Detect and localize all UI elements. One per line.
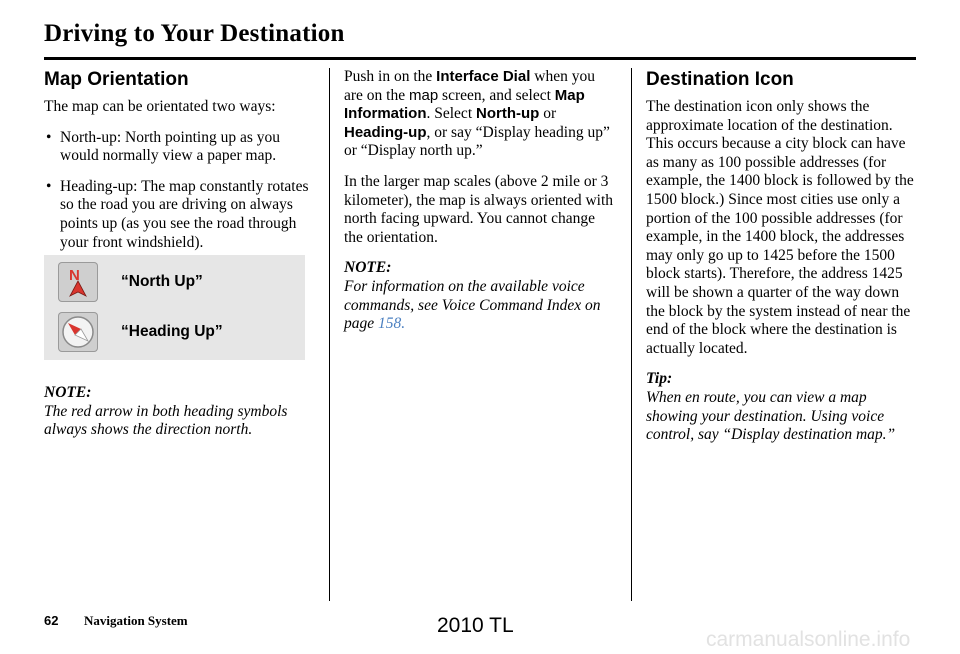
orientation-list [44,129,314,253]
heading-up-row [58,312,223,352]
north-up-label: “North Up” [121,273,203,290]
page-number: 62 [44,613,59,628]
page-link[interactable]: 158 [378,315,402,333]
heading-up-label: “Heading Up” [121,323,223,340]
footer-title: Navigation System [84,613,188,628]
section-heading: Map Orientation [44,69,189,90]
instruction-paragraph: Push in on the Interface Dial when you are on the map screen, and select Map Information. Select North-up or Heading-up, or say “Display heading up” or “Display north up.” [344,68,610,160]
note-label: NOTE: [44,384,92,401]
north-up-icon [58,262,98,302]
list-item: • North-up: North pointing up as you would normally view a paper map. [46,128,280,165]
section-heading: Destination Icon [646,69,794,90]
column-orientation-instructions [344,68,614,334]
note-text: The red arrow in both heading symbols always shows the direction north. [44,402,288,439]
note-text: For information on the available voice commands, see Voice Command Index on page 158. [344,277,601,333]
page-header-title: Driving to Your Destination [44,20,345,47]
scale-paragraph: In the larger map scales (above 2 mile or 3 kilometer), the map is always oriented with north facing upward. You cannot change the orientation. [344,172,614,246]
heading-up-icon [58,312,98,352]
bullet-dot: • [46,177,52,195]
intro-text: The map can be orientated two ways: [44,98,276,115]
column-destination-icon [646,68,921,445]
heading-icons-panel [44,255,305,360]
site-watermark: carmanualsonline.info [706,628,911,651]
column-map-orientation [44,68,314,264]
list-item: • Heading-up: The map constantly rotates so the road you are driving on always points up (as you see the road through your front windshield). [46,177,309,251]
destination-paragraph: The destination icon only shows the approximate location of the destination. This occurs because a city block can have as many as 100 possible addresses (for example, the 1400 block is followed by the 1500 block.) Since most cities use only a portion of the 100 possible addresses (for example, in the 1400 block, the addresses may only go up to 1425 before the 1500 block starts). Therefore, the address 1425 will be shown a quarter of the way down the block by the system instead of near the end of the block where the destination is actually located. [646,98,914,357]
column-divider [631,68,632,601]
model-watermark: 2010 TL [437,614,514,637]
bullet-dot: • [46,128,52,146]
note-block [44,384,314,440]
north-up-row [58,262,203,302]
note-label: NOTE: [344,259,392,277]
tip-label: Tip: [646,370,673,388]
column-divider [329,68,330,601]
header-rule [44,57,916,60]
tip-text: When en route, you can view a map showing your destination. Using voice control, say “Display destination map.” [646,388,896,444]
svg-text:N: N [69,267,80,284]
